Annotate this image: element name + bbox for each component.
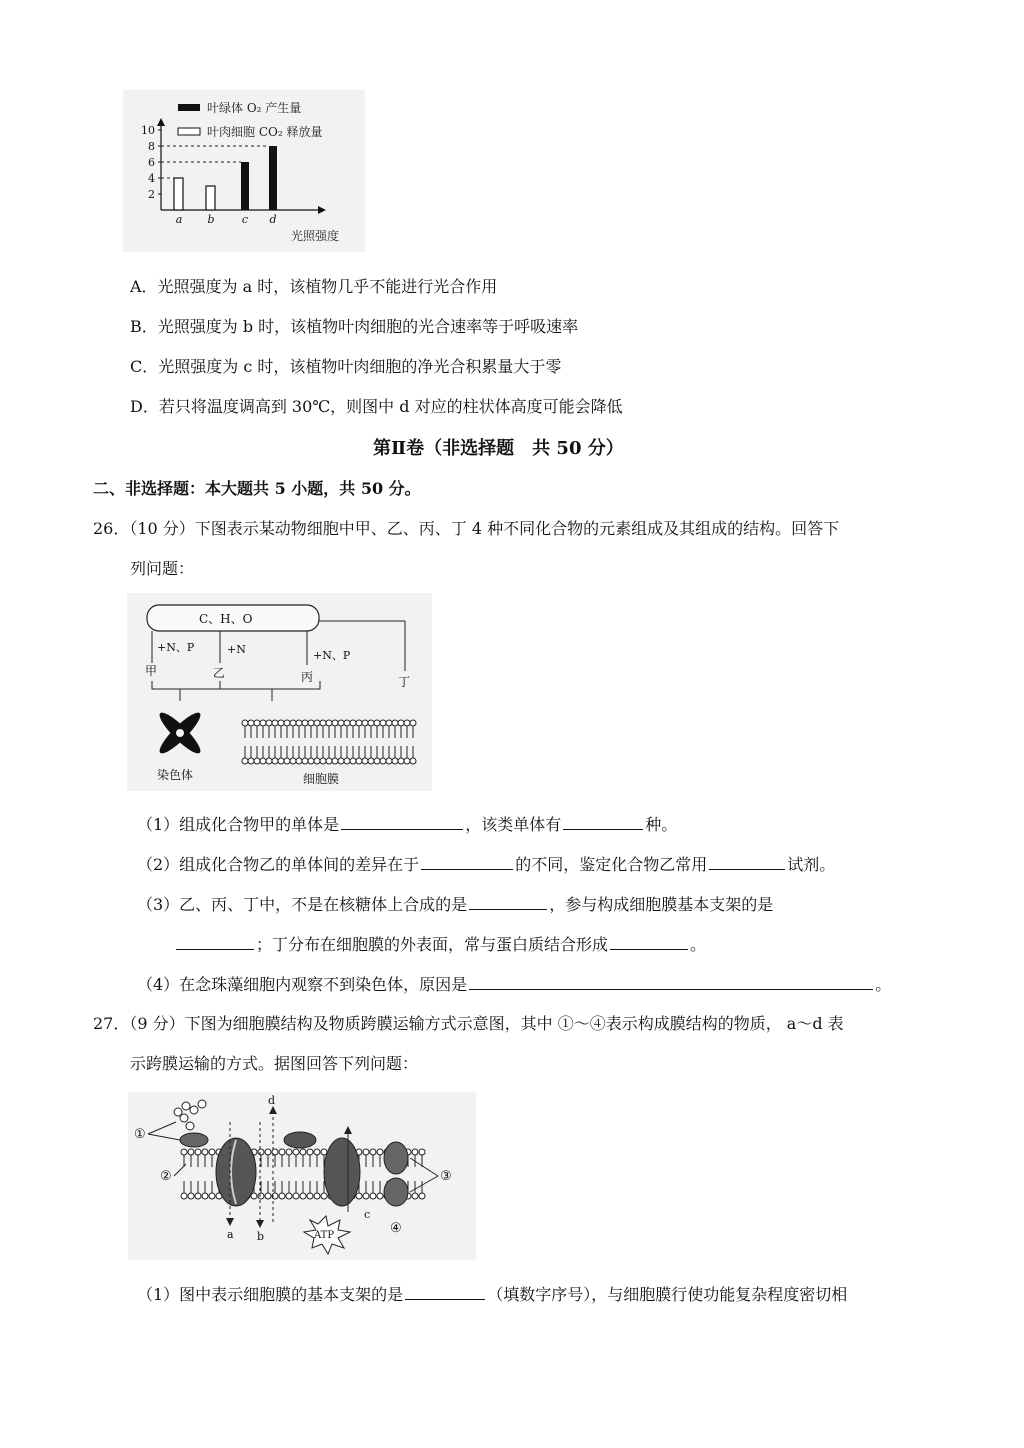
legend-swatch-o2 xyxy=(178,104,200,111)
q26-sub1-text-a: （1）组成化合物甲的单体是 xyxy=(137,815,340,834)
q27-sub1-text-a: （1）图中表示细胞膜的基本支架的是 xyxy=(137,1285,404,1304)
bar-o2-d xyxy=(269,146,277,210)
q26-blank-4[interactable] xyxy=(709,853,785,870)
cell-membrane-icon xyxy=(242,720,416,764)
x-axis-arrow xyxy=(318,206,326,214)
y-tick-label-0: 10 xyxy=(141,124,155,137)
protein-lower-icon xyxy=(384,1178,408,1206)
option-a: A．光照强度为 a 时，该植物几乎不能进行光合作用 xyxy=(130,277,498,296)
q26-stem-line2: 列问题： xyxy=(130,559,195,578)
option-c: C．光照强度为 c 时，该植物叶肉细胞的净光合积累量大于零 xyxy=(130,357,562,376)
label-np-1: +N、P xyxy=(157,641,195,654)
label-2: ② xyxy=(160,1169,172,1184)
q26-sub3-text-c: ；丁分布在细胞膜的外表面，常与蛋白质结合形成 xyxy=(256,935,609,954)
q26-blank-8[interactable] xyxy=(469,973,873,990)
label-b: b xyxy=(257,1230,265,1243)
label-ding: 丁 xyxy=(398,675,411,689)
q26-blank-6[interactable] xyxy=(176,933,254,950)
label-a: a xyxy=(227,1228,234,1241)
peripheral-protein-icon xyxy=(284,1132,316,1148)
bar-co2-a xyxy=(174,178,183,210)
q26-blank-7[interactable] xyxy=(610,933,688,950)
x-tick-label-b: b xyxy=(207,213,215,226)
legend-swatch-co2 xyxy=(178,128,200,135)
section-title: 第Ⅱ卷（非选择题 共 50 分） xyxy=(373,438,624,459)
label-1: ① xyxy=(134,1127,146,1142)
protein-upper-icon xyxy=(384,1142,408,1174)
q26-sub2-text-c: 试剂。 xyxy=(787,855,836,874)
legend-label-co2: 叶肉细胞 CO₂ 释放量 xyxy=(207,125,323,139)
q27-blank-1[interactable] xyxy=(405,1283,485,1300)
label-membrane: 细胞膜 xyxy=(303,772,340,786)
q26-blank-5[interactable] xyxy=(469,893,547,910)
label-d: d xyxy=(268,1094,276,1107)
q27-sub1-text-b: （填数字序号），与细胞膜行使功能复杂程度密切相 xyxy=(487,1285,848,1304)
chromosome-icon xyxy=(155,708,204,757)
option-d: D．若只将温度调高到 30℃，则图中 d 对应的柱状体高度可能会降低 xyxy=(130,397,623,416)
label-jia: 甲 xyxy=(145,664,158,678)
pump-protein-icon xyxy=(324,1138,360,1206)
section-intro: 二、非选择题：本大题共 5 小题，共 50 分。 xyxy=(93,479,421,498)
compound-diagram-svg xyxy=(127,593,432,791)
option-b: B．光照强度为 b 时，该植物叶肉细胞的光合速率等于呼吸速率 xyxy=(130,317,579,336)
carrier-protein-icon xyxy=(216,1138,256,1206)
x-tick-label-d: d xyxy=(269,213,277,226)
q27-sub1 xyxy=(137,1283,847,1305)
y-axis-arrow xyxy=(157,118,165,126)
q26-blank-2[interactable] xyxy=(563,813,643,830)
q26-sub2 xyxy=(137,853,835,875)
label-3: ③ xyxy=(440,1169,452,1184)
q26-blank-3[interactable] xyxy=(421,853,513,870)
q26-blank-1[interactable] xyxy=(341,813,463,830)
q26-sub4 xyxy=(137,973,891,995)
q26-sub3-cont xyxy=(174,933,706,955)
bar-chart xyxy=(123,90,365,252)
y-tick-label-2: 6 xyxy=(148,156,155,169)
legend-label-o2: 叶绿体 O₂ 产生量 xyxy=(207,101,302,115)
membrane-transport-svg xyxy=(128,1092,476,1260)
q26-stem-line1: 26．（10 分）下图表示某动物细胞中甲、乙、丙、丁 4 种不同化合物的元素组成及其组成的结构。回答下 xyxy=(93,519,840,538)
label-bing: 丙 xyxy=(301,670,314,684)
q26-sub3-text-b: ，参与构成细胞膜基本支架的是 xyxy=(549,895,774,914)
q26-sub1-text-c: 种。 xyxy=(645,815,678,834)
x-tick-label-a: a xyxy=(175,213,183,226)
label-c: c xyxy=(364,1208,371,1221)
bar-co2-b xyxy=(206,186,215,210)
q26-sub3 xyxy=(137,893,773,915)
label-np-2: +N、P xyxy=(313,649,351,662)
q26-sub1-text-b: ，该类单体有 xyxy=(465,815,562,834)
q26-sub2-text-b: 的不同，鉴定化合物乙常用 xyxy=(515,855,708,874)
membrane-transport-diagram xyxy=(128,1092,476,1260)
y-tick-label-4: 2 xyxy=(148,188,155,201)
bar-chart-figure xyxy=(123,90,365,252)
y-tick-label-3: 4 xyxy=(148,172,155,185)
compound-diagram xyxy=(127,593,432,791)
q27-stem-line2: 示跨膜运输的方式。据图回答下列问题： xyxy=(130,1054,419,1073)
label-atp: ATP xyxy=(314,1230,335,1241)
label-yi: 乙 xyxy=(213,666,226,680)
bracket-jia-yi xyxy=(152,681,220,689)
label-n: +N xyxy=(227,643,246,656)
bar-o2-c xyxy=(241,162,249,210)
q26-sub4-text-a: （4）在念珠藻细胞内观察不到染色体，原因是 xyxy=(137,975,468,994)
cho-label: C、H、O xyxy=(199,612,253,626)
label-4: ④ xyxy=(390,1221,402,1236)
q27-stem-line1: 27．（9 分）下图为细胞膜结构及物质跨膜运输方式示意图，其中 ①～④表示构成膜结构的物质， a～d 表 xyxy=(93,1014,844,1033)
x-tick-label-c: c xyxy=(241,213,249,226)
q26-sub3-text-d: 。 xyxy=(690,935,707,954)
label-chromosome: 染色体 xyxy=(157,768,194,782)
q26-sub3-text-a: （3）乙、丙、丁中，不是在核糖体上合成的是 xyxy=(137,895,468,914)
q26-sub2-text-a: （2）组成化合物乙的单体间的差异在于 xyxy=(137,855,420,874)
q26-sub1 xyxy=(137,813,677,835)
x-axis-label: 光照强度 xyxy=(291,229,340,243)
y-tick-label-1: 8 xyxy=(148,140,155,153)
q26-sub4-text-b: 。 xyxy=(875,975,892,994)
